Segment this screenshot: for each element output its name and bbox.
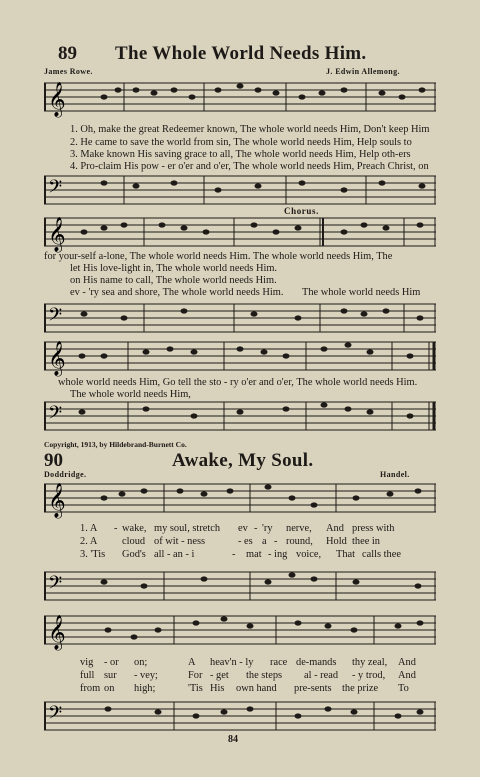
- syllable: -: [254, 523, 258, 534]
- svg-text:𝄢: 𝄢: [48, 305, 63, 330]
- syllable: And: [326, 523, 344, 534]
- svg-text:𝄢: 𝄢: [48, 403, 63, 428]
- syllable: vig: [80, 657, 94, 668]
- verse-line-4: 4. Pro-claim His pow - er o'er and o'er, The whole world needs Him, Preach Christ, on: [70, 161, 429, 172]
- syllable: own hand: [236, 683, 277, 694]
- chorus-bass-line: The whole world needs Him: [302, 287, 421, 298]
- syllable: For: [188, 670, 203, 681]
- copyright-notice: Copyright, 1913, by Hildebrand-Burnett Co.: [44, 440, 187, 449]
- music-staff-treble: [44, 214, 436, 250]
- syllable: all - an - i: [154, 549, 195, 560]
- syllable: 1. A: [80, 523, 98, 534]
- hymn-number: 89: [58, 43, 77, 64]
- syllable: de-mands: [296, 657, 337, 668]
- svg-text:𝄞: 𝄞: [48, 341, 66, 376]
- syllable: 'ry: [262, 523, 273, 534]
- refrain-line: whole world needs Him, Go tell the sto - ry o'er and o'er, The whole world needs Him.: [58, 377, 418, 388]
- syllable: thy zeal,: [352, 657, 388, 668]
- syllable: That: [336, 549, 356, 560]
- syllable: thee in: [352, 536, 380, 547]
- hymn-number: 90: [44, 450, 63, 471]
- chorus-line-4: ev - 'ry sea and shore, The whole world needs Him.: [70, 287, 284, 298]
- syllable: 3. 'Tis: [80, 549, 106, 560]
- syllable: on;: [134, 657, 148, 668]
- svg-text:𝄞: 𝄞: [48, 82, 66, 117]
- music-staff-bass: [44, 172, 436, 208]
- syllable: His: [210, 683, 225, 694]
- lyricist-credit: Doddridge.: [44, 470, 87, 479]
- chorus-line-2: let His love-light in, The whole world needs Him.: [70, 263, 278, 274]
- syllable: calls thee: [362, 549, 401, 560]
- music-staff-bass: [44, 300, 436, 336]
- syllable: And: [398, 670, 416, 681]
- syllable: -: [114, 523, 118, 534]
- syllable: nerve,: [286, 523, 312, 534]
- svg-text:𝄞: 𝄞: [48, 615, 66, 650]
- verse-line-2-cont: [80, 669, 416, 683]
- composer-credit: Handel.: [380, 470, 410, 479]
- syllable: ev: [238, 523, 248, 534]
- syllable: cloud: [122, 536, 146, 547]
- syllable: al - read: [304, 670, 339, 681]
- syllable: my soul, stretch: [154, 523, 221, 534]
- hymn-title: The Whole World Needs Him.: [115, 43, 367, 64]
- syllable: the steps: [246, 670, 283, 681]
- music-staff-bass: [44, 568, 436, 604]
- svg-text:𝄢: 𝄢: [48, 573, 63, 598]
- syllable: -: [232, 549, 236, 560]
- syllable: A: [188, 657, 196, 668]
- syllable: from: [80, 683, 101, 694]
- syllable: on: [104, 683, 115, 694]
- chorus-line-1: for your-self a-lone, The whole world needs Him. The whole world needs Him, The: [44, 251, 393, 262]
- verse-line-2: 2. He came to save the world from sin, The whole world needs Him, Help souls to: [70, 137, 412, 148]
- syllable: Hold: [326, 536, 347, 547]
- syllable: - es: [238, 536, 253, 547]
- syllable: And: [398, 657, 416, 668]
- syllable: race: [270, 657, 288, 668]
- composer-credit: J. Edwin Allemong.: [326, 67, 400, 76]
- syllable: - get: [210, 670, 229, 681]
- lyricist-credit: James Rowe.: [44, 67, 93, 76]
- music-staff-treble: [44, 79, 436, 121]
- syllable: To: [398, 683, 409, 694]
- chorus-line-3: on His name to call, The whole world needs Him.: [70, 275, 277, 286]
- verse-line-3: 3. Make known His saving grace to all, The whole world needs Him, Help oth-ers: [70, 149, 411, 160]
- verse-line-3: [80, 548, 401, 562]
- verse-line-1: [80, 522, 394, 536]
- music-staff-bass: [44, 398, 436, 434]
- syllable: heav'n - ly: [210, 657, 254, 668]
- syllable: of wit - ness: [154, 536, 206, 547]
- page-number: 84: [228, 734, 238, 745]
- syllable: pre-sents: [294, 683, 332, 694]
- music-staff-treble: [44, 612, 436, 648]
- syllable: voice,: [296, 549, 322, 560]
- verse-line-1-cont: [80, 656, 416, 670]
- music-staff-bass: [44, 698, 436, 734]
- verse-line-3-cont: [80, 682, 409, 696]
- syllable: 'Tis: [188, 683, 203, 694]
- music-staff-treble: [44, 338, 436, 374]
- syllable: - y trod,: [352, 670, 386, 681]
- hymn-title: Awake, My Soul.: [172, 450, 314, 471]
- music-staff-treble: [44, 480, 436, 516]
- syllable: -: [274, 536, 278, 547]
- svg-text:𝄞: 𝄞: [48, 217, 66, 252]
- svg-text:𝄞: 𝄞: [48, 483, 66, 518]
- syllable: 2. A: [80, 536, 98, 547]
- verse-line-2: [80, 535, 380, 549]
- syllable: high;: [134, 683, 156, 694]
- syllable: wake,: [122, 523, 147, 534]
- syllable: the prize: [342, 683, 379, 694]
- chorus-label: Chorus.: [284, 206, 319, 216]
- syllable: a: [262, 536, 267, 547]
- svg-text:𝄢: 𝄢: [48, 703, 63, 728]
- syllable: sur: [104, 670, 117, 681]
- syllable: - or: [104, 657, 119, 668]
- syllable: round,: [286, 536, 313, 547]
- verse-line-1: 1. Oh, make the great Redeemer known, The whole world needs Him, Don't keep Him: [70, 124, 430, 135]
- refrain-bass-line: The whole world needs Him,: [70, 389, 191, 400]
- syllable: - ing: [268, 549, 288, 560]
- svg-text:𝄢: 𝄢: [48, 177, 63, 202]
- syllable: - vey;: [134, 670, 158, 681]
- syllable: full: [80, 670, 95, 681]
- syllable: mat: [246, 549, 262, 560]
- syllable: God's: [122, 549, 146, 560]
- syllable: press with: [352, 523, 395, 534]
